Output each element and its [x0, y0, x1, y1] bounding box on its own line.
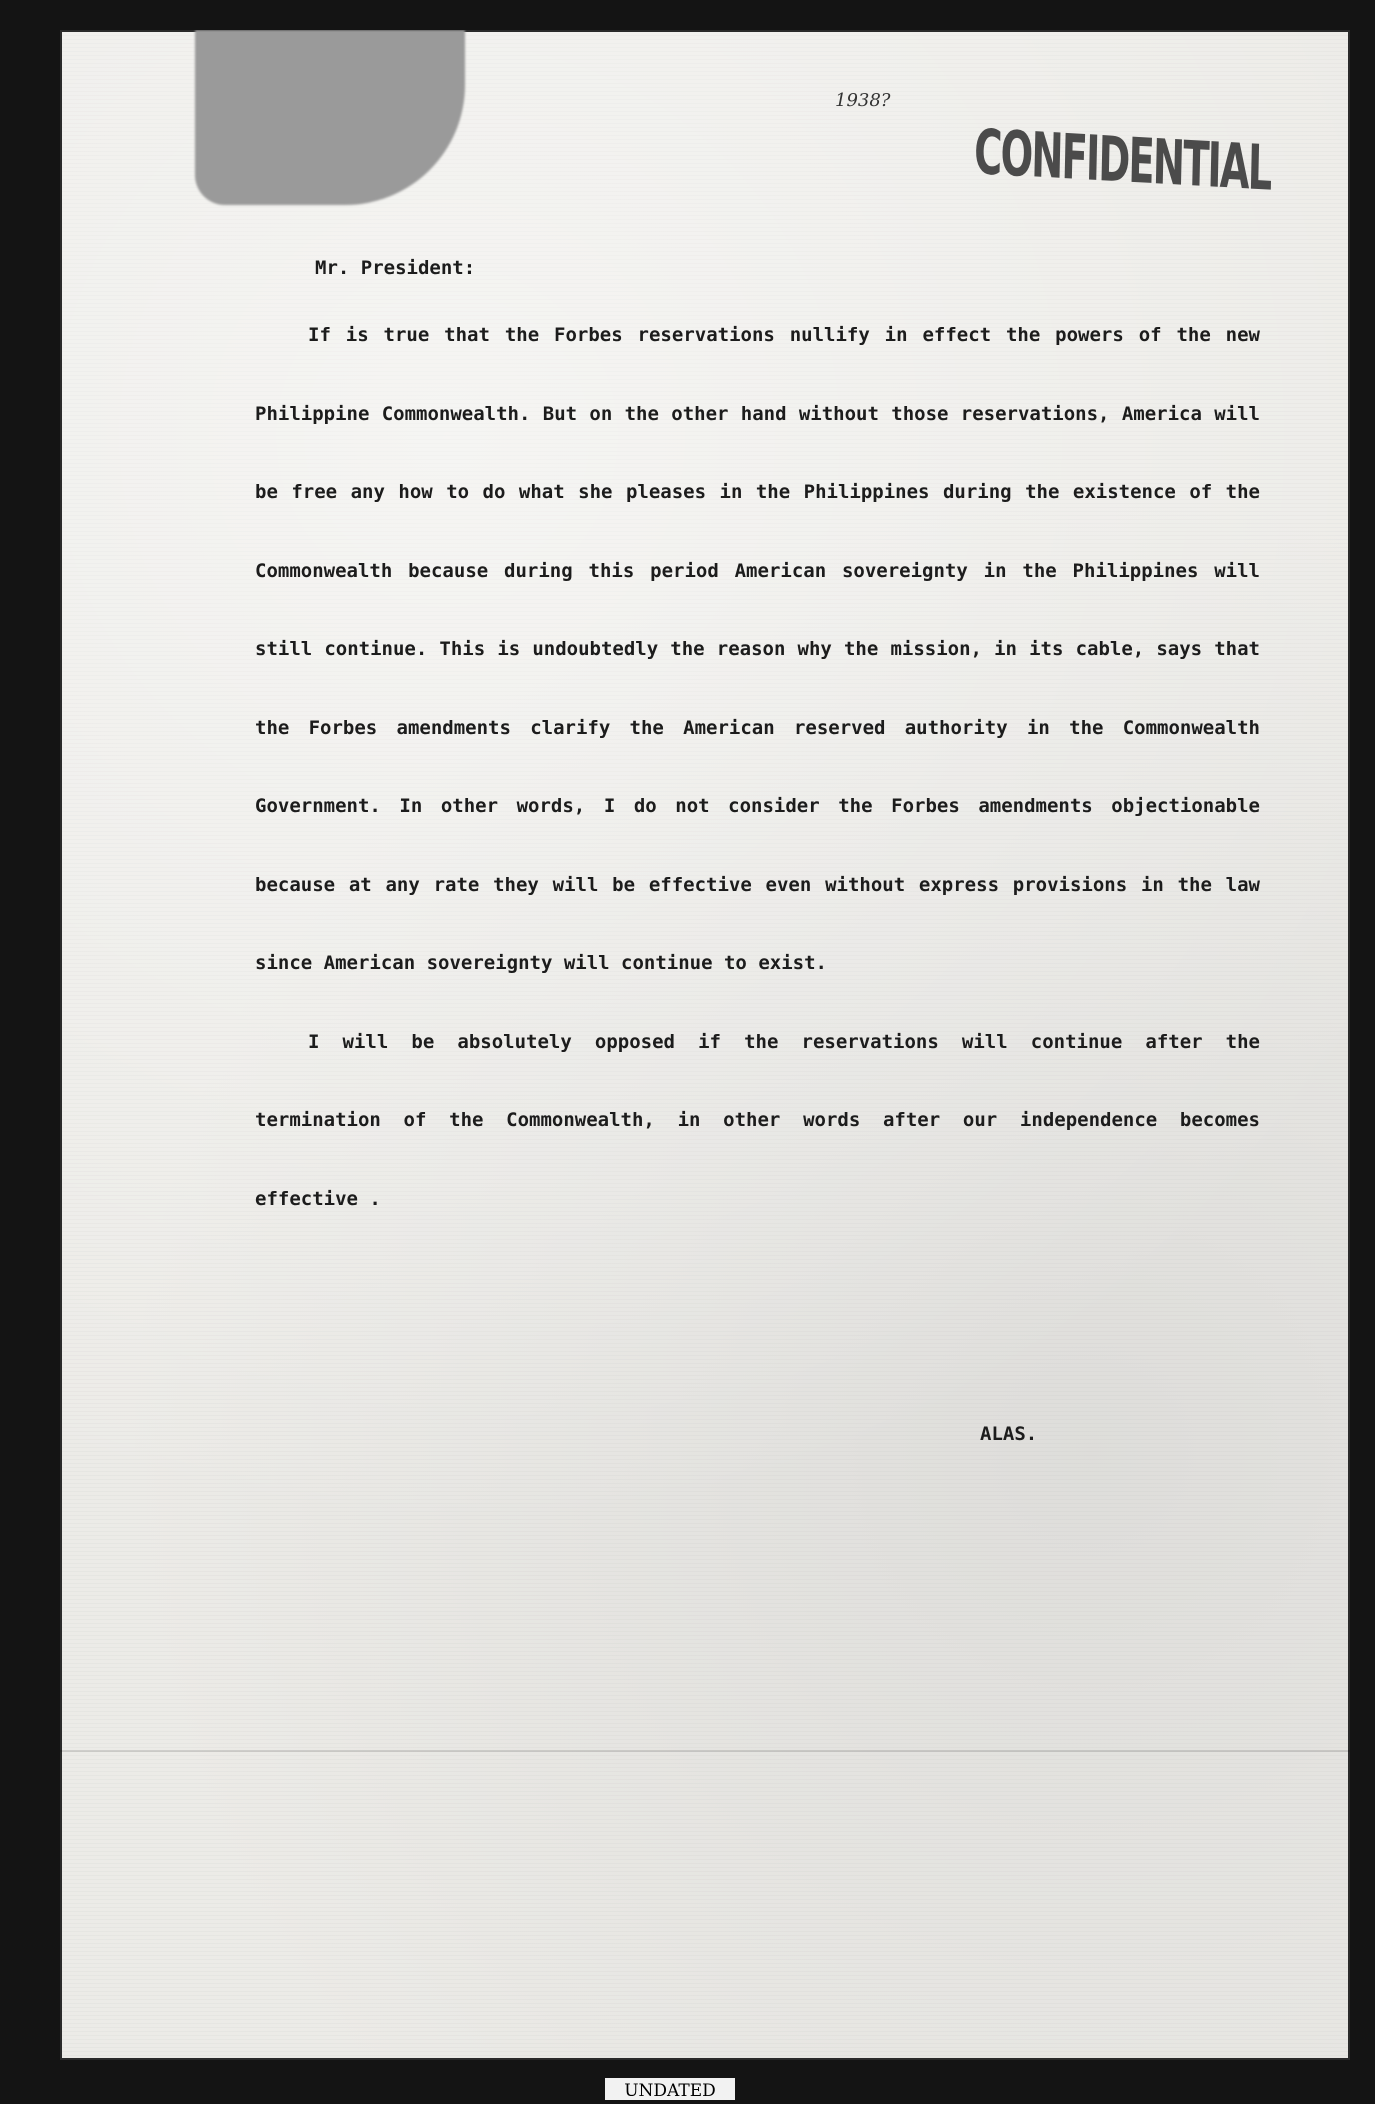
letter-body	[255, 250, 1260, 1238]
date-annotation: 1938?	[835, 90, 891, 111]
paragraph-1: If is true that the Forbes reservations nullify in effect the powers of the new Philippine Commonwealth. But on the other hand without those reservations, America will be free any how to do what she pleases in the Philippines during the existence of the Commonwealth because during this period American sovereignty in the Philippines will still continue. This is undoubtedly the reason why the mission, in its cable, says that the Forbes amendments clarify the American reserved authority in the Commonwealth Government. In other words, I do not consider the Forbes amendments objectionable because at any rate they will be effective even without express provisions in the law since American sovereignty will continue to exist.	[255, 324, 1260, 974]
salutation: Mr. President:	[315, 257, 476, 279]
undated-label: UNDATED	[605, 2078, 735, 2100]
confidential-stamp: CONFIDENTIAL	[973, 115, 1272, 205]
fold-line	[60, 1750, 1350, 1752]
torn-corner	[195, 30, 465, 205]
document-page	[60, 30, 1350, 2060]
signature: ALAS.	[980, 1423, 1038, 1445]
paragraph-2: I will be absolutely opposed if the reservations will continue after the termination of the Commonwealth, in other words after our independence becomes effective .	[255, 1030, 1260, 1210]
